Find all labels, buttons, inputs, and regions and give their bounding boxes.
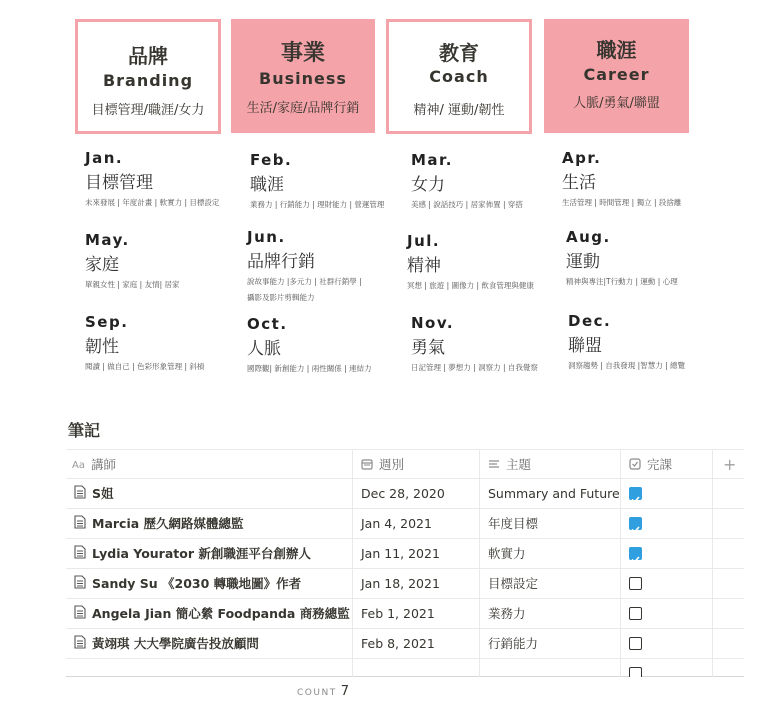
month-theme: 目標管理 xyxy=(85,173,153,193)
page-icon xyxy=(74,600,86,630)
month-theme: 品牌行銷 xyxy=(247,252,315,272)
plus-icon: + xyxy=(723,455,737,474)
month-name: Aug. xyxy=(566,228,611,246)
add-column-button[interactable] xyxy=(712,450,745,480)
card-zh: 品牌 xyxy=(128,44,168,68)
text-property-icon: Aa xyxy=(72,459,85,471)
table-row[interactable] xyxy=(66,599,744,629)
checkbox-checked[interactable] xyxy=(629,517,642,530)
week-value: Jan 18, 2021 xyxy=(361,576,440,591)
card-coach xyxy=(386,19,532,134)
cell-week[interactable] xyxy=(352,659,480,677)
row-title: Angela Jian 簡心縈 Foodpanda 商務總監 xyxy=(92,606,350,621)
month-desc: 美感 | 說話技巧 | 居家佈置 | 穿搭 xyxy=(411,200,523,209)
cell-done xyxy=(620,479,713,509)
month-desc: 精神與專注|T行動力 | 運動 | 心理 xyxy=(566,277,678,286)
month-theme: 人脈 xyxy=(247,339,281,359)
row-title: Lydia Yourator 新創職涯平台創辦人 xyxy=(92,546,311,561)
month-theme: 韌性 xyxy=(85,337,119,357)
month-desc: 日記管理 | 夢想力 | 洞察力 | 自我覺察 xyxy=(411,363,538,372)
month-theme: 勇氣 xyxy=(411,338,445,358)
cell-empty xyxy=(712,599,745,629)
cell-topic[interactable] xyxy=(479,659,621,677)
row-title: Sandy Su 《2030 轉職地圖》作者 xyxy=(92,576,302,591)
cell-done xyxy=(620,599,713,629)
cell-topic[interactable] xyxy=(479,509,621,539)
topic-value: 軟實力 xyxy=(488,546,526,561)
calendar-icon xyxy=(361,451,373,481)
month-theme: 精神 xyxy=(407,256,441,276)
checkbox-unchecked[interactable] xyxy=(629,577,642,590)
checkbox-checked[interactable] xyxy=(629,487,642,500)
cell-instructor[interactable] xyxy=(66,539,352,569)
cell-week[interactable] xyxy=(352,569,480,599)
topic-value: Summary and Future xyxy=(488,486,620,501)
checkbox-unchecked[interactable] xyxy=(629,637,642,650)
row-title: Marcia 歷久網路媒體總監 xyxy=(92,516,244,531)
column-label: 完課 xyxy=(647,457,673,472)
card-en: Coach xyxy=(429,67,489,86)
month-desc: 未來發展 | 年度計畫 | 軟實力 | 目標設定 xyxy=(85,198,220,207)
cell-week[interactable] xyxy=(352,629,480,659)
month-desc: 洞察趨勢 | 自我發現 |智慧力 | 總覽 xyxy=(568,361,685,370)
table-row[interactable] xyxy=(66,539,744,569)
page-icon xyxy=(74,480,86,510)
month-desc: 說故事能力 |多元力 | 社群行銷學 | xyxy=(247,277,362,286)
cell-instructor[interactable] xyxy=(66,479,352,509)
topic-value: 目標設定 xyxy=(488,576,539,591)
cell-done xyxy=(620,509,713,539)
table-row[interactable] xyxy=(66,569,744,599)
card-en: Career xyxy=(583,65,650,84)
month-desc-2: 攝影及影片剪輯能力 xyxy=(247,293,315,302)
cell-empty xyxy=(712,569,745,599)
card-career xyxy=(544,19,689,133)
table-row[interactable] xyxy=(66,629,744,659)
month-name: May. xyxy=(85,231,130,249)
notes-title: 筆記 xyxy=(68,421,101,440)
week-value: Jan 11, 2021 xyxy=(361,546,440,561)
row-title: S姐 xyxy=(92,486,114,501)
month-desc: 國際觀| 新創能力 | 兩性關係 | 連結力 xyxy=(247,364,372,373)
cell-empty xyxy=(712,659,745,677)
table-row[interactable] xyxy=(66,509,744,539)
month-name: Dec. xyxy=(568,312,612,330)
column-label: 講師 xyxy=(90,457,116,472)
cell-instructor[interactable] xyxy=(66,509,352,539)
row-title: 黃翊琪 大大學院廣告投放顧問 xyxy=(92,636,259,651)
month-name: Apr. xyxy=(562,149,602,167)
month-name: Jun. xyxy=(247,228,286,246)
cell-empty xyxy=(712,509,745,539)
month-theme: 職涯 xyxy=(250,175,284,195)
table-row[interactable] xyxy=(66,479,744,509)
cell-done xyxy=(620,659,713,677)
month-desc: 單親女性 | 家庭 | 友情| 居家 xyxy=(85,280,180,289)
cell-week[interactable] xyxy=(352,509,480,539)
cell-topic[interactable] xyxy=(479,479,621,509)
cell-done xyxy=(620,629,713,659)
month-name: Sep. xyxy=(85,313,129,331)
cell-topic[interactable] xyxy=(479,629,621,659)
card-en: Branding xyxy=(102,71,194,90)
table-count xyxy=(297,684,349,699)
cell-week[interactable] xyxy=(352,599,480,629)
week-value: Feb 8, 2021 xyxy=(361,636,435,651)
column-header-done[interactable] xyxy=(620,450,713,480)
checkbox-checked[interactable] xyxy=(629,547,642,560)
month-desc: 冥想 | 旅遊 | 圖像力 | 飲食管理與健康 xyxy=(407,281,534,290)
week-value: Feb 1, 2021 xyxy=(361,606,435,621)
page-icon xyxy=(74,630,86,660)
text-lines-icon xyxy=(488,451,500,481)
cell-topic[interactable] xyxy=(479,569,621,599)
card-sub: 精神/ 運動/韌性 xyxy=(413,103,505,118)
cell-done xyxy=(620,569,713,599)
month-desc: 業務力 | 行銷能力 | 理財能力 | 營運管理 xyxy=(250,200,385,209)
month-name: Feb. xyxy=(250,151,293,169)
cell-empty xyxy=(712,629,745,659)
month-theme: 運動 xyxy=(566,252,600,272)
topic-value: 年度目標 xyxy=(488,516,539,531)
column-header-topic[interactable] xyxy=(479,450,621,480)
checkbox-unchecked[interactable] xyxy=(629,667,642,677)
topic-value: 業務力 xyxy=(488,606,526,621)
checkbox-property-icon xyxy=(629,451,641,481)
cell-topic[interactable] xyxy=(479,539,621,569)
count-value: 7 xyxy=(340,684,349,699)
cell-week[interactable] xyxy=(352,479,480,509)
week-value: Dec 28, 2020 xyxy=(361,486,445,501)
page-icon xyxy=(74,510,86,540)
week-value: Jan 4, 2021 xyxy=(361,516,432,531)
card-zh: 教育 xyxy=(439,41,479,65)
column-label: 主題 xyxy=(506,457,532,472)
card-sub: 目標管理/職涯/女力 xyxy=(91,103,205,118)
cell-instructor[interactable] xyxy=(66,569,352,599)
table-header-row xyxy=(66,449,744,479)
month-desc: 生活管理 | 時間管理 | 獨立 | 段捨離 xyxy=(562,198,682,207)
column-header-instructor[interactable] xyxy=(66,450,352,480)
card-sub: 生活/家庭/品牌行銷 xyxy=(246,101,360,116)
checkbox-unchecked[interactable] xyxy=(629,607,642,620)
month-theme: 家庭 xyxy=(85,255,119,275)
month-theme: 生活 xyxy=(562,173,596,193)
cell-instructor[interactable] xyxy=(66,629,352,659)
month-theme: 聯盟 xyxy=(568,336,602,356)
cell-empty xyxy=(712,479,745,509)
card-zh: 職涯 xyxy=(596,38,637,62)
month-theme: 女力 xyxy=(411,175,445,195)
card-business xyxy=(231,19,375,133)
card-zh: 事業 xyxy=(280,41,325,66)
month-name: Jul. xyxy=(407,232,441,250)
cell-week[interactable] xyxy=(352,539,480,569)
cell-empty xyxy=(712,539,745,569)
month-desc: 閱讀 | 做自己 | 色彩形象管理 | 斜槓 xyxy=(85,362,205,371)
month-name: Nov. xyxy=(411,314,455,332)
month-name: Mar. xyxy=(411,151,454,169)
table-row-partial[interactable] xyxy=(66,659,744,677)
cell-instructor[interactable] xyxy=(66,659,352,677)
column-label: 週別 xyxy=(379,457,405,472)
page-icon xyxy=(74,540,86,570)
column-header-week[interactable] xyxy=(352,450,480,480)
topic-value: 行銷能力 xyxy=(488,636,539,651)
card-sub: 人脈/勇氣/聯盟 xyxy=(573,96,660,111)
card-branding xyxy=(75,19,221,134)
count-label: COUNT xyxy=(297,688,337,698)
cell-done xyxy=(620,539,713,569)
cell-instructor[interactable] xyxy=(66,599,352,629)
month-name: Oct. xyxy=(247,315,288,333)
page-icon xyxy=(74,570,86,600)
cell-topic[interactable] xyxy=(479,599,621,629)
month-name: Jan. xyxy=(85,149,124,167)
card-en: Business xyxy=(259,69,347,88)
